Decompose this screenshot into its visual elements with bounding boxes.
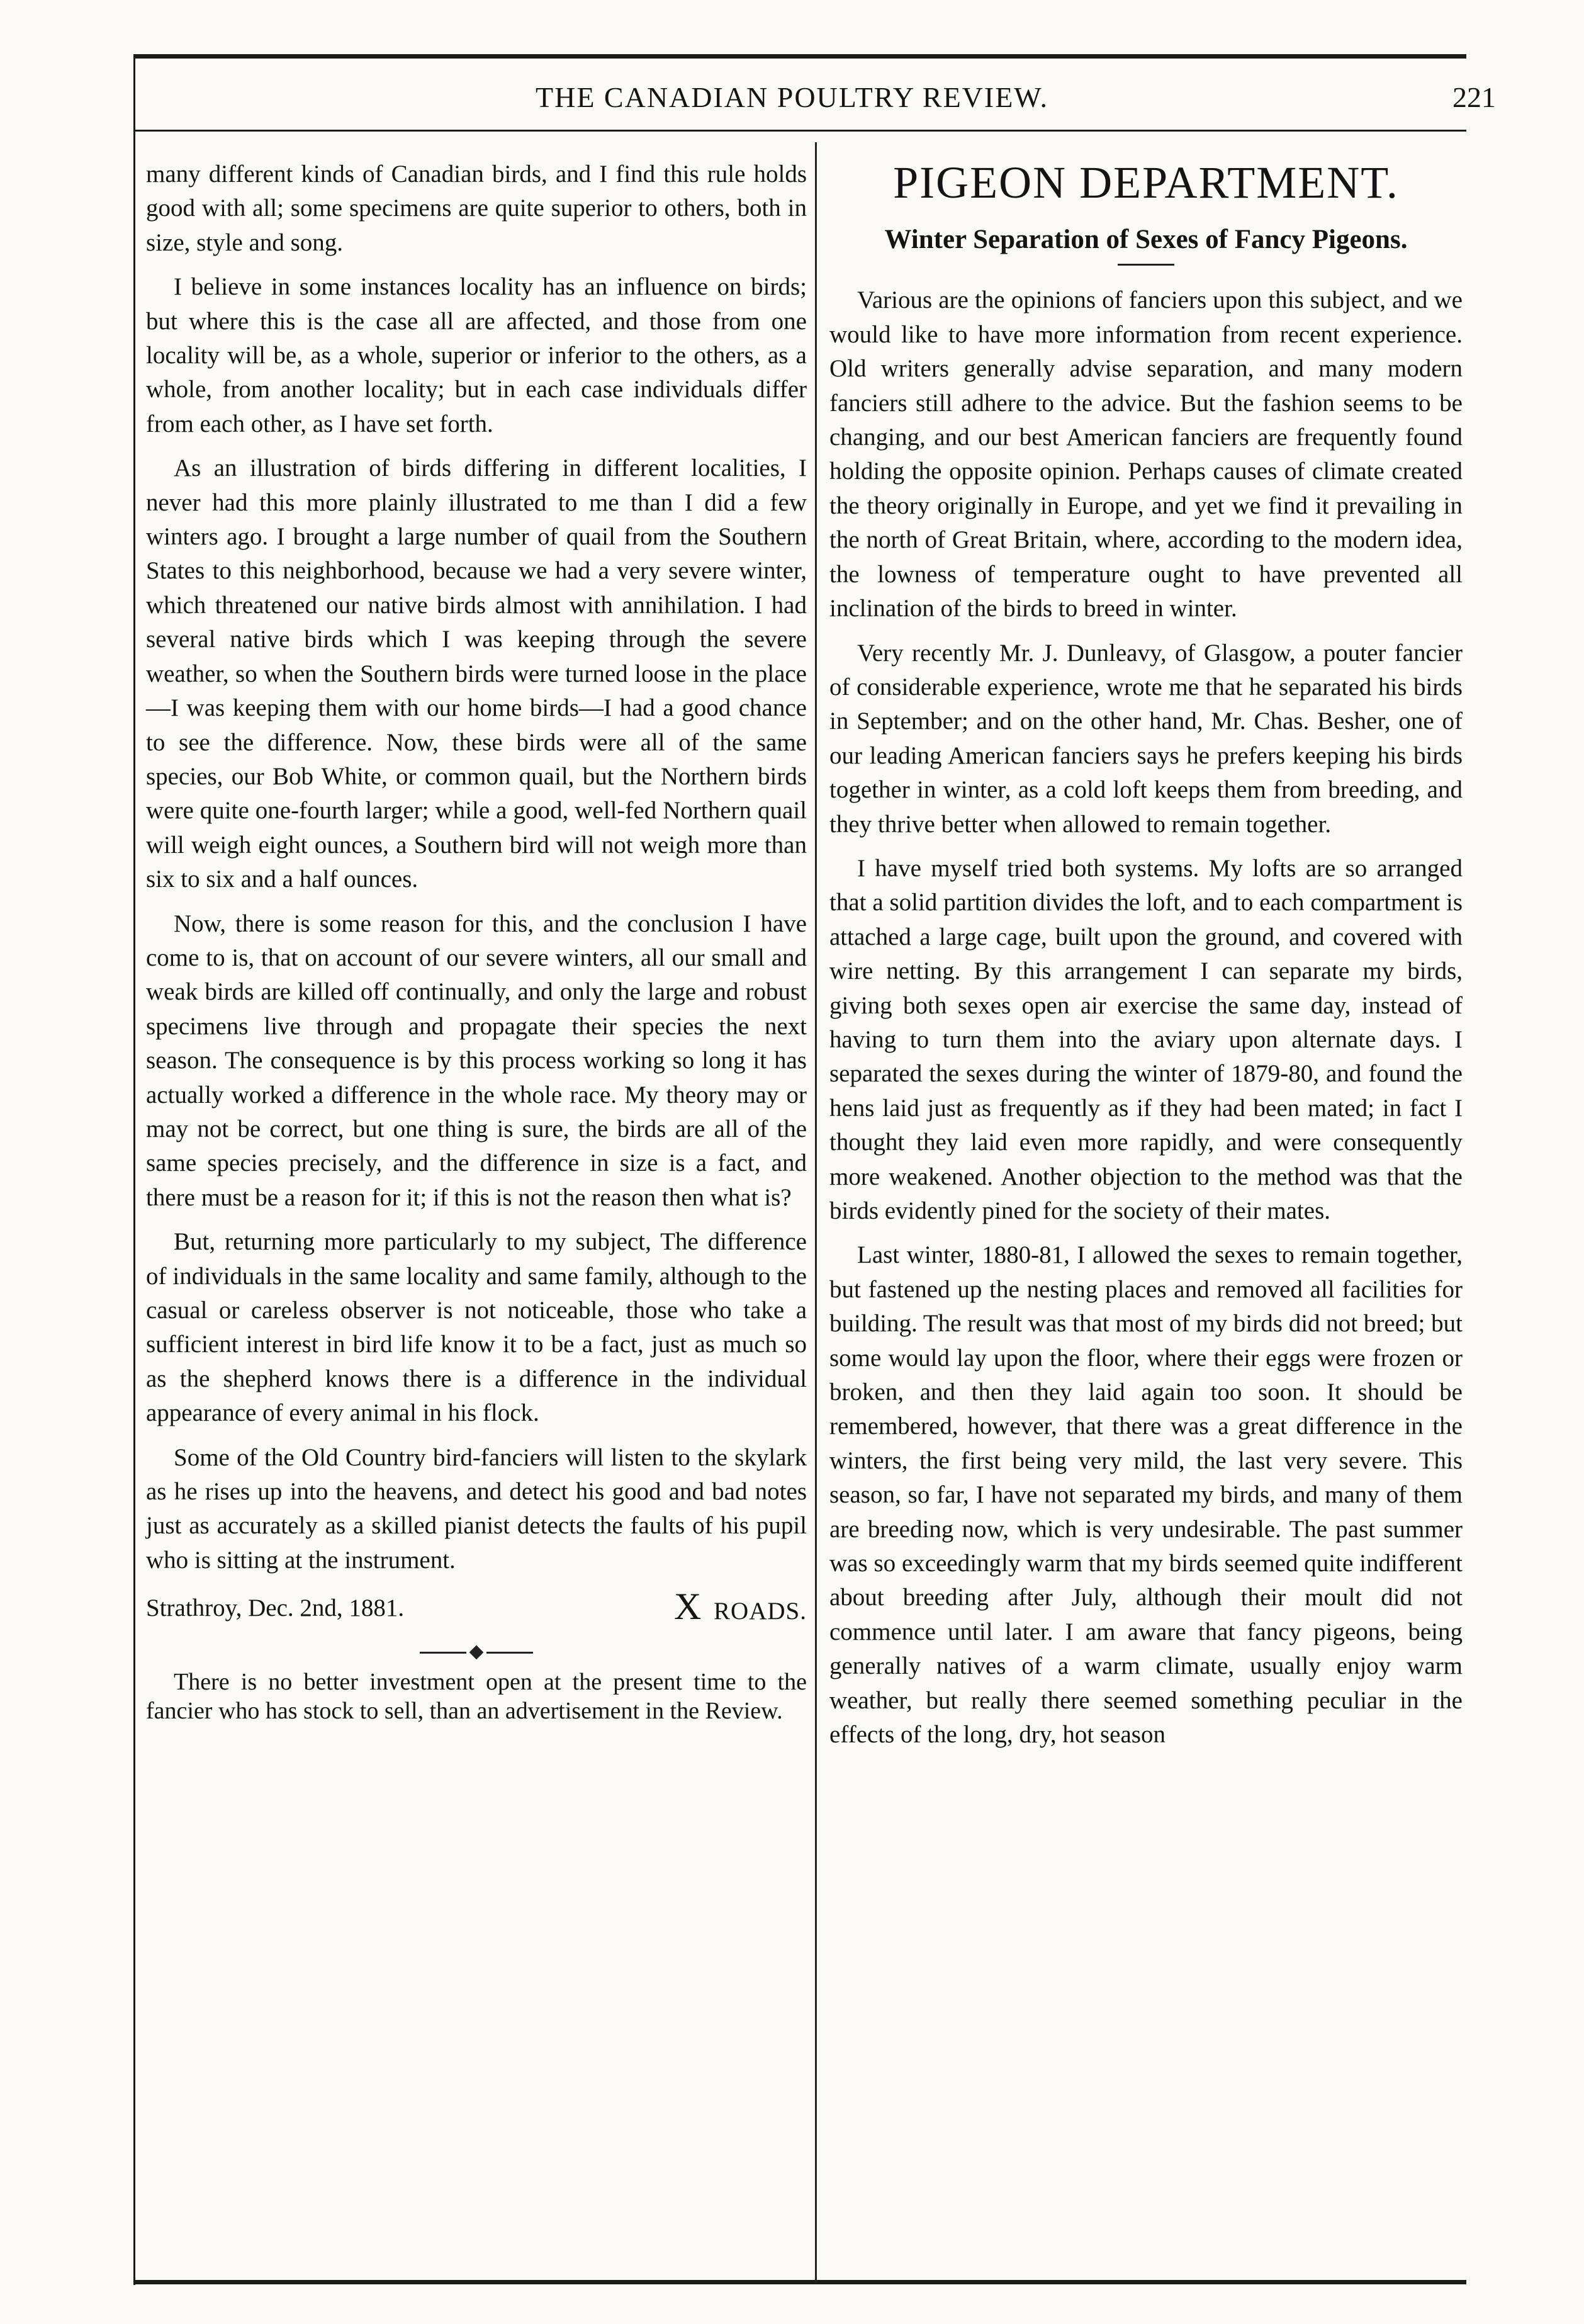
right-paragraph-2: Very recently Mr. J. Dunleavy, of Glasgow, a pouter fancier of considerable experience, wrote me that he separated his birds in September; and on the other hand, Mr. Chas. Besher, one of our leading American fanciers says he prefers keeping his birds together in winter, as a cold loft keeps them from breeding, and they thrive better when allowed to remain together. [829, 639, 1463, 838]
left-paragraph-4: Now, there is some reason for this, and the conclusion I have come to is, that on account of our severe winters, all our small and weak birds are killed off continually, and only the large and robust specimens live through and propagate their species the next season. The consequence is by this process working so long it has actually worked a difference in the whole race. My theory may or may not be correct, but one thing is sure, the birds are all of the same species precisely, and the difference in size is a fact, and there must be a reason for it; if this is not the reason then what is? [146, 910, 807, 1211]
left-paragraph-5: But, returning more particularly to my subject, The difference of individuals in the same locality and same family, although to the casual or careless observer is not noticeable, those who take a sufficient interest in bird life know it to be a fact, just as much so as the shepherd knows there is a difference in the individual appearance of every animal in his flock. [146, 1228, 807, 1427]
running-title: THE CANADIAN POULTRY REVIEW. [536, 81, 1048, 113]
dateline: Strathroy, Dec. 2nd, 1881. [146, 1594, 405, 1622]
header-underline [133, 130, 1466, 132]
signature-mark: X [673, 1586, 702, 1628]
left-paragraph-6: Some of the Old Country bird-fanciers will listen to the skylark as he rises up into the heavens, and detect his good and bad notes just as accurately as a skilled pianist detects the faults of his pupil who is sitting at the instrument. [146, 1443, 807, 1574]
ornament-bar-right [486, 1652, 533, 1654]
column-divider [815, 142, 817, 2282]
right-paragraph-3: I have myself tried both systems. My lofts are so arranged that a solid partition divides the loft, and to each compartment is attached a large cage, built upon the ground, and covered with wire netting. By this arrangement I can separate my birds, giving both sexes open air exercise the same day, instead of having to turn them into the aviary upon alternate days. I separated the sexes during the winter of 1879-80, and found the hens laid just as frequently as if they had been mated; in fact I thought they laid even more rapidly, and were consequently more weakened. Another objection to the method was that the birds evidently pined for the society of their mates. [829, 854, 1463, 1224]
ornament-diamond [469, 1645, 484, 1660]
right-paragraph-4: Last winter, 1880-81, I allowed the sexes to remain together, but fastened up the nesting places and removed all facilities for building. The result was that most of my birds did not breed; but some would lay upon the floor, where their eggs were frozen or broken, and then they laid again too soon. It should be remembered, however, that there was a great difference in the winters, the first being very mild, the last very severe. This season, so far, I have not separated my birds, and many of them are breeding now, which is very undesirable. The past summer was so exceedingly warm that my birds seemed quite indifferent about breeding after July, although their moult did not commence until later. I am aware that fancy pigeons, being generally natives of a warm climate, usually enjoy warm weather, but really there seemed something peculiar in the effects of the long, dry, hot season [829, 1241, 1463, 1749]
left-paragraph-3: As an illustration of birds differing in different localities, I never had this more plainly illustrated to me than I did a few winters ago. I brought a large number of quail from the Southern States to this neighborhood, because we had a very severe winter, which threatened our native birds almost with annihilation. I had several native birds which I was keeping through the severe weather, so when the Southern birds were turned loose in the place—I was keeping them with our home birds—I had a good chance to see the difference. Now, these birds were all of the same species, our Bob White, or common quail, but the Northern birds were quite one-fourth larger; while a good, well-fed Northern quail will weigh eight ounces, a Southern bird will not weigh more than six to six and a half ounces. [146, 454, 807, 893]
advertisement-notice: There is no better investment open at the present time to the fancier who has stock to sell, than an advertisement in the Review. [146, 1669, 807, 1725]
left-paragraph-1: many different kinds of Canadian birds, and I find this rule holds good with all; some specimens are quite superior to others, both in size, style and song. [146, 161, 807, 256]
ornament-bar-left [420, 1652, 466, 1654]
signature-block [674, 1588, 807, 1628]
page-number: 221 [1452, 81, 1496, 113]
signature [146, 1588, 807, 1628]
left-paragraph-2: I believe in some instances locality has an influence on birds; but where this is the case all are affected, and those from one locality will be, as a whole, superior or inferior to the others, as a whole, from another locality; but in each case individuals differ from each other, as I have set forth. [146, 273, 807, 437]
right-paragraph-1: Various are the opinions of fanciers upon this subject, and we would like to have more information from recent experience. Old writers generally advise separation, and many modern fanciers still adhere to the advice. But the fashion seems to be changing, and our best American fanciers are frequently found holding the opposite opinion. Perhaps causes of climate created the theory originally in Europe, and yet we find it prevailing in the north of Great Britain, where, according to the modern idea, the lowness of temperature ought to have prevented all inclination of the birds to breed in winter. [829, 286, 1463, 623]
article-title: Winter Separation of Sexes of Fancy Pigeons. [884, 225, 1408, 254]
signature-name: ROADS. [714, 1598, 807, 1625]
section-ornament [420, 1647, 533, 1657]
bottom-border-rule [133, 2280, 1466, 2284]
top-border-rule [133, 54, 1466, 59]
department-heading: PIGEON DEPARTMENT. [893, 157, 1399, 208]
left-column [146, 157, 807, 1735]
right-column [829, 157, 1463, 1763]
title-rule [1118, 264, 1174, 266]
left-border-rule [133, 54, 135, 2285]
